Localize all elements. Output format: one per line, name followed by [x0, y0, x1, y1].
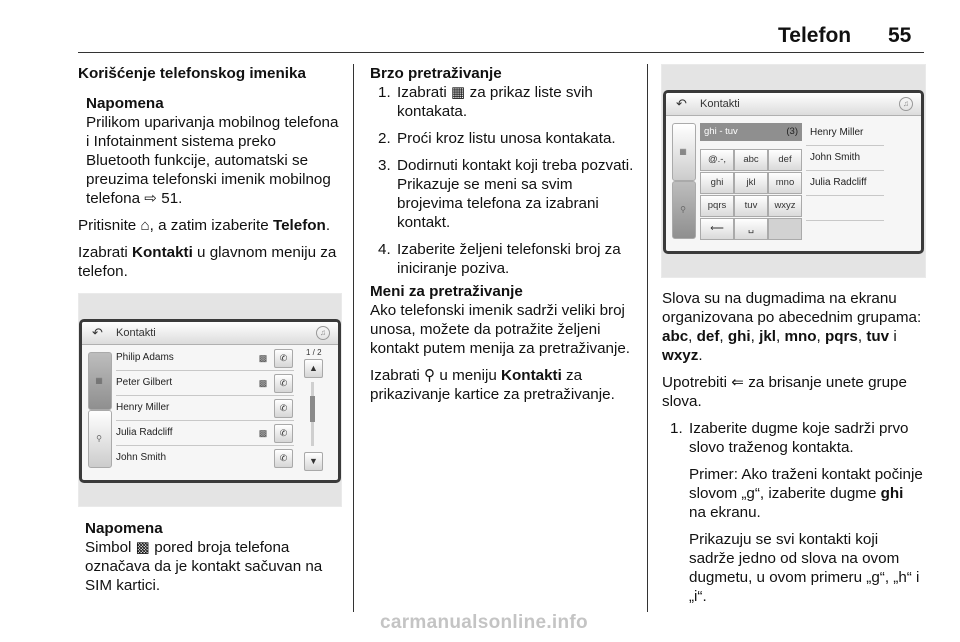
- screen-title: Kontakti: [116, 327, 156, 339]
- step-number: 2.: [378, 130, 391, 147]
- paragraph: [78, 243, 340, 281]
- note-heading: Napomena: [85, 520, 163, 537]
- backspace-icon: ⇐: [731, 374, 744, 391]
- header-divider: [78, 52, 924, 53]
- result-row: [806, 121, 884, 146]
- page-ref-icon: ⇨: [144, 190, 158, 207]
- group-jkl: jkl: [759, 328, 776, 345]
- scrollbar-thumb: [310, 396, 315, 422]
- text: Primer: Ako traženi kontakt počinje slovom „g“, izaberite dugme: [689, 466, 923, 502]
- screen-titlebar: [666, 93, 921, 116]
- contact-name: John Smith: [810, 152, 861, 163]
- bold-term: Kontakti: [501, 367, 562, 384]
- space-key: ␣: [734, 218, 768, 240]
- bold-term: Telefon: [272, 217, 326, 234]
- call-button: ✆: [274, 424, 293, 443]
- group-def: def: [696, 328, 720, 345]
- bold-term: Kontakti: [132, 244, 193, 261]
- home-icon: ⌂: [140, 217, 150, 234]
- sim-card-icon: ▩: [135, 539, 151, 556]
- key-wxyz: wxyz: [768, 195, 802, 217]
- result-row: [806, 146, 884, 171]
- paragraph: [370, 366, 636, 404]
- key-mno: mno: [768, 172, 802, 194]
- list-item: [370, 129, 636, 148]
- key-symbols: @.-,: [700, 149, 734, 171]
- screen-title: Kontakti: [700, 98, 740, 110]
- page-number: 55: [888, 24, 912, 47]
- tab-contacts: [672, 123, 696, 181]
- contacts-icon: ▦: [679, 147, 687, 156]
- column-divider: [353, 64, 354, 612]
- text: na ekranu.: [689, 504, 761, 521]
- text: Proći kroz listu unosa kontakata.: [397, 130, 616, 147]
- contacts-screenshot: [78, 293, 342, 507]
- music-icon: ♫: [899, 97, 913, 111]
- contact-name: Peter Gilbert: [116, 377, 173, 388]
- text: Slova su na dugmadima na ekranu organizovana po abecednim grupama:: [662, 290, 922, 326]
- step-number: 4.: [378, 241, 391, 258]
- text: Izabrati: [397, 84, 447, 101]
- contact-name: John Smith: [116, 452, 167, 463]
- text: , a zatim izaberite: [149, 217, 269, 234]
- contact-name: Henry Miller: [116, 402, 170, 413]
- key-ghi: ghi: [700, 172, 734, 194]
- search-field: [700, 123, 802, 141]
- paragraph: [662, 373, 924, 411]
- sim-icon: ▩: [258, 378, 268, 388]
- screen-titlebar: [82, 322, 338, 345]
- backspace-key: ⟵: [700, 218, 734, 240]
- key-def: def: [768, 149, 802, 171]
- bold-term: ghi: [880, 485, 904, 502]
- tab-search: [672, 181, 696, 239]
- text: u glavnom meniju za telefon.: [78, 244, 337, 280]
- text: u meniju: [439, 367, 497, 384]
- section-heading: Meni za pretraživanje: [370, 283, 523, 300]
- column-left: [78, 64, 340, 281]
- steps-list: [662, 419, 924, 606]
- text: i: [893, 328, 897, 345]
- contact-row: [116, 421, 294, 446]
- call-button: ✆: [274, 349, 293, 368]
- result-row: [806, 171, 884, 196]
- text: .: [325, 217, 331, 234]
- chapter-title: Telefon: [778, 24, 852, 47]
- group-abc: abc: [662, 328, 689, 345]
- text: Dodirnuti kontakt koji treba pozvati. Prikazuje se meni sa svim brojevima telefona za izabrani kontakt.: [397, 157, 634, 231]
- screen-frame: [663, 90, 924, 254]
- group-pqrs: pqrs: [824, 328, 858, 345]
- text: Izabrati: [370, 367, 420, 384]
- key-jkl: jkl: [734, 172, 768, 194]
- page-indicator: 1 / 2: [306, 348, 322, 357]
- note-text: [86, 113, 340, 208]
- text: Izaberite dugme koje sadrži prvo slovo traženog kontakta.: [689, 420, 909, 456]
- list-item: [662, 419, 924, 606]
- contact-name: Henry Miller: [810, 127, 864, 138]
- scrollbar-track: [311, 382, 314, 446]
- contact-name: Philip Adams: [116, 352, 174, 363]
- back-icon: ↶: [676, 96, 687, 111]
- text: Izabrati: [78, 244, 128, 261]
- contact-name: Julia Radcliff: [116, 427, 173, 438]
- list-item: [370, 240, 636, 278]
- search-icon: ⚲: [424, 367, 436, 384]
- contact-row: [116, 346, 294, 371]
- scroll-up-button: ▲: [304, 359, 323, 378]
- key-pqrs: pqrs: [700, 195, 734, 217]
- contact-name: Julia Radcliff: [810, 177, 867, 188]
- list-item: [370, 156, 636, 232]
- steps-list: [370, 83, 636, 278]
- watermark: carmanualsonline.info: [380, 612, 588, 633]
- text: za prikazivanje kartice za pretraživanje.: [370, 367, 615, 403]
- tab-search: [88, 410, 112, 468]
- empty-key: [768, 218, 802, 240]
- contact-row: [116, 396, 294, 421]
- call-button: ✆: [274, 374, 293, 393]
- group-ghi: ghi: [727, 328, 751, 345]
- music-icon: ♫: [316, 326, 330, 340]
- text: za prikaz liste svih kontakata.: [397, 84, 593, 120]
- note-block: [78, 94, 340, 208]
- screen-frame: [79, 319, 341, 483]
- paragraph: [78, 216, 340, 235]
- column-right: [662, 289, 924, 614]
- back-icon: ↶: [92, 325, 103, 340]
- sim-icon: ▩: [258, 353, 268, 363]
- note-body: Prilikom uparivanja mobilnog telefona i Infotainment sistema preko Bluetooth funkcije, automatski se preuzima telefonski imenik mobilnog telefona: [86, 114, 339, 207]
- group-wxyz: wxyz: [662, 347, 699, 364]
- section-heading: Brzo pretraživanje: [370, 65, 502, 82]
- column-middle: [370, 64, 636, 404]
- section-heading: Korišćenje telefonskog imenika: [78, 65, 306, 82]
- scroll-down-button: ▼: [304, 452, 323, 471]
- contact-row: [116, 371, 294, 396]
- group-tuv: tuv: [866, 328, 890, 345]
- list-item: [370, 83, 636, 121]
- text: Izaberite željeni telefonski broj za iniciranje poziva.: [397, 241, 621, 277]
- call-button: ✆: [274, 449, 293, 468]
- step-number: 1.: [378, 84, 391, 101]
- tab-contacts: [88, 352, 112, 410]
- search-icon: ⚲: [680, 205, 686, 214]
- paragraph: Ako telefonski imenik sadrži veliki broj unosa, možete da potražite željeni kontakt putem menija za pretraživanje.: [370, 302, 631, 357]
- search-count: (3): [786, 126, 798, 137]
- search-icon: ⚲: [96, 434, 102, 443]
- search-value: ghi - tuv: [704, 126, 738, 137]
- text: Upotrebiti: [662, 374, 727, 391]
- paragraph: Slova su na dugmadima na ekranu organizovana po abecednim grupama: abc, def, ghi, jkl, mno, pqrs, tuv i wxyz.: [662, 290, 922, 364]
- text: pored broja telefona označava da je kontakt sačuvan na SIM kartici.: [85, 539, 323, 594]
- call-button: ✆: [274, 399, 293, 418]
- key-tuv: tuv: [734, 195, 768, 217]
- note-text: [85, 538, 340, 595]
- text: Pritisnite: [78, 217, 137, 234]
- search-screenshot: [661, 64, 926, 278]
- note-ref: 51.: [161, 190, 183, 207]
- note-block-2: [85, 519, 340, 595]
- sim-icon: ▩: [258, 428, 268, 438]
- note-heading: Napomena: [86, 95, 164, 112]
- result-row: [806, 196, 884, 221]
- contacts-list-icon: ▦: [451, 84, 466, 101]
- text: Simbol: [85, 539, 132, 556]
- column-divider: [647, 64, 648, 612]
- contact-row: [116, 446, 294, 470]
- group-mno: mno: [784, 328, 817, 345]
- text: za brisanje unete grupe slova.: [662, 374, 907, 410]
- step-number: 1.: [670, 420, 683, 437]
- step-number: 3.: [378, 157, 391, 174]
- text: Prikazuju se svi kontakti koji sadrže jedno od slova na ovom dugmetu, u ovom primeru „g“, „h“ i „i“.: [689, 531, 920, 605]
- key-abc: abc: [734, 149, 768, 171]
- contacts-icon: ▦: [95, 376, 103, 385]
